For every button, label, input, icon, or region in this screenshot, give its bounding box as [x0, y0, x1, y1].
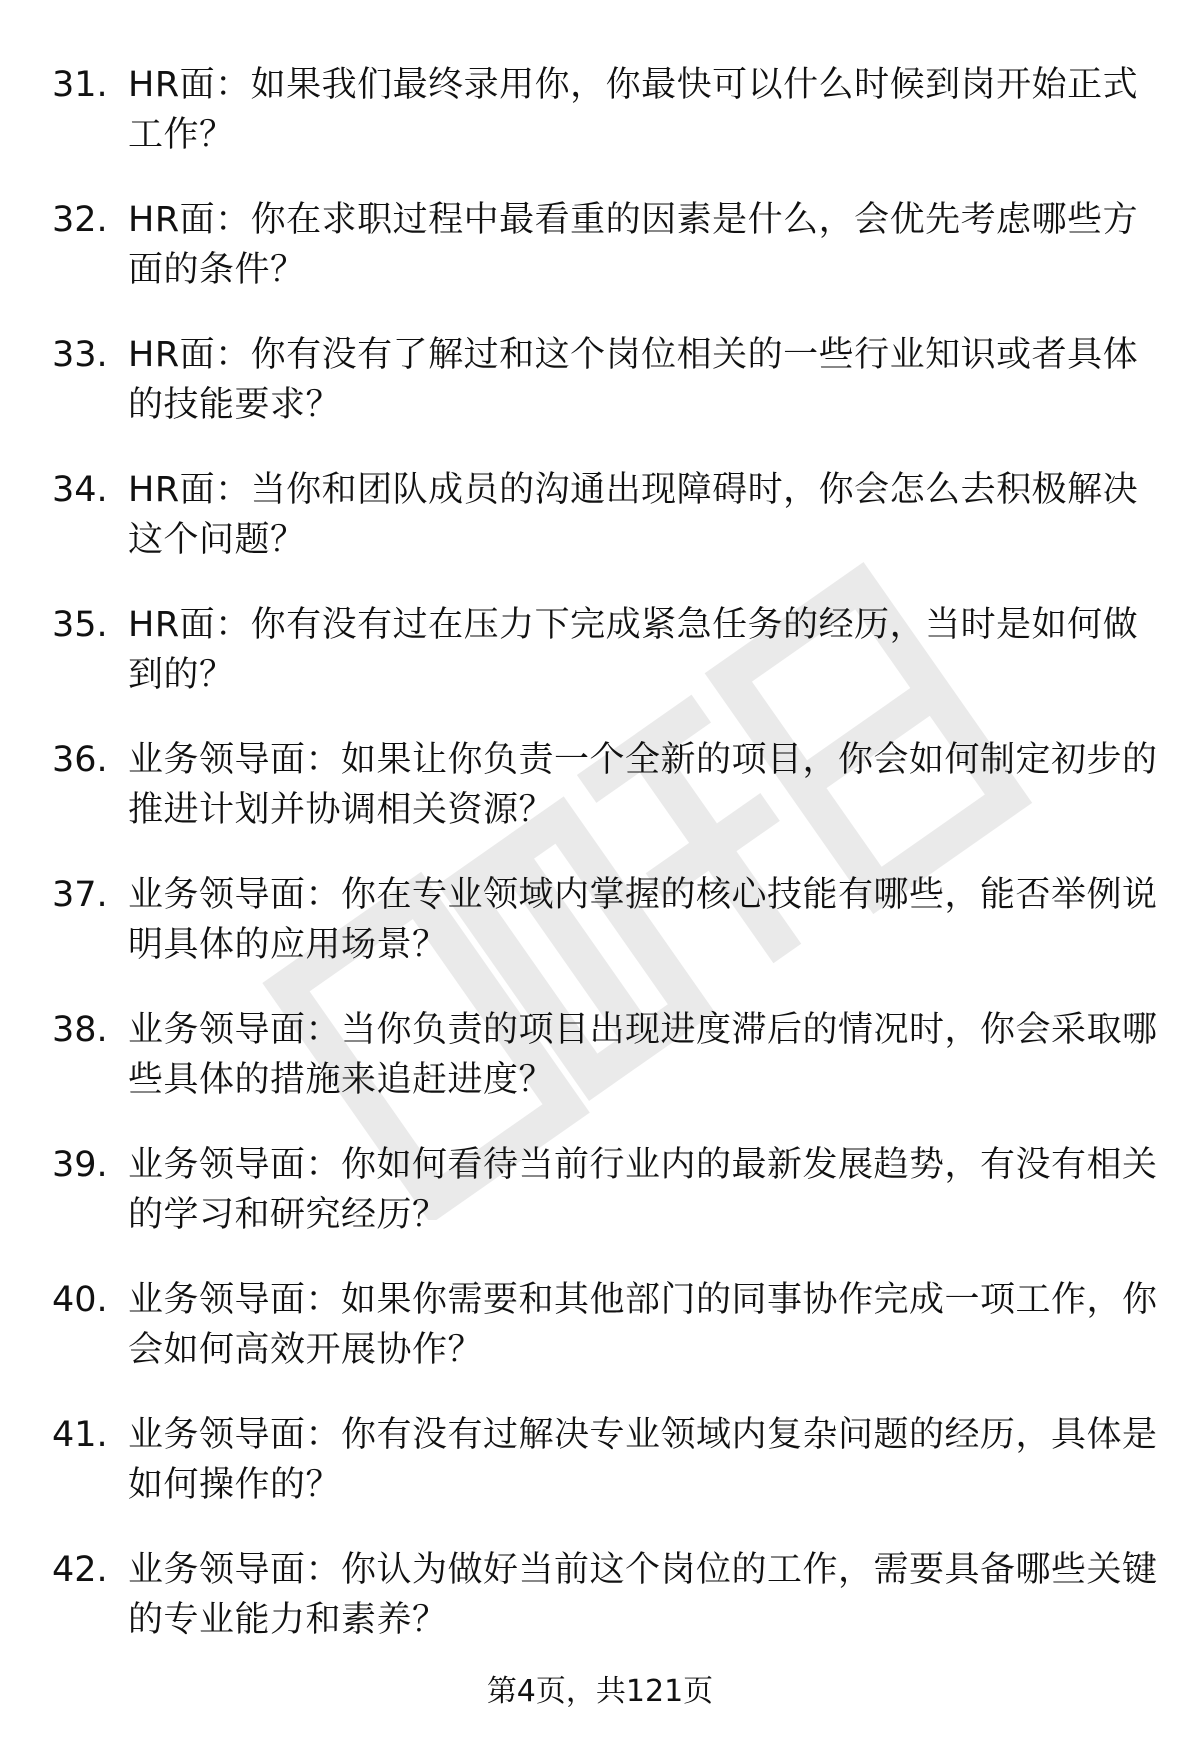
- question-number: 38.: [52, 1010, 108, 1050]
- question-text: HR面：当你和团队成员的沟通出现障碍时，你会怎么去积极解决这个问题？: [128, 470, 1139, 560]
- question-text: HR面：你在求职过程中最看重的因素是什么，会优先考虑哪些方面的条件？: [128, 200, 1139, 290]
- list-item: [0, 590, 1200, 725]
- question-text: 业务领导面：如果让你负责一个全新的项目，你会如何制定初步的推进计划并协调相关资源？: [128, 740, 1158, 830]
- list-item: [0, 995, 1200, 1130]
- list-item: [0, 1535, 1200, 1670]
- question-number: 34.: [52, 470, 108, 510]
- question-text: HR面：如果我们最终录用你，你最快可以什么时候到岗开始正式工作？: [128, 65, 1139, 155]
- question-text: 业务领导面：你认为做好当前这个岗位的工作，需要具备哪些关键的专业能力和素养？: [128, 1550, 1158, 1640]
- list-item: [0, 1400, 1200, 1535]
- question-text: 业务领导面：你在专业领域内掌握的核心技能有哪些，能否举例说明具体的应用场景？: [128, 875, 1158, 965]
- list-item: [0, 860, 1200, 995]
- page-number-footer: 第4页，共121页: [486, 1674, 714, 1709]
- list-item: [0, 320, 1200, 455]
- question-number: 42.: [52, 1550, 108, 1590]
- question-number: 35.: [52, 605, 108, 645]
- question-number: 40.: [52, 1280, 108, 1320]
- list-item: [0, 185, 1200, 320]
- question-list: [0, 50, 1200, 1670]
- question-number: 33.: [52, 335, 108, 375]
- question-text: 业务领导面：当你负责的项目出现进度滞后的情况时，你会采取哪些具体的措施来追赶进度？: [128, 1010, 1158, 1100]
- list-item: [0, 725, 1200, 860]
- question-number: 39.: [52, 1145, 108, 1185]
- question-number: 37.: [52, 875, 108, 915]
- question-number: 36.: [52, 740, 108, 780]
- question-text: HR面：你有没有了解过和这个岗位相关的一些行业知识或者具体的技能要求？: [128, 335, 1139, 425]
- list-item: [0, 50, 1200, 185]
- question-text: 业务领导面：你如何看待当前行业内的最新发展趋势，有没有相关的学习和研究经历？: [128, 1145, 1158, 1235]
- question-text: 业务领导面：如果你需要和其他部门的同事协作完成一项工作，你会如何高效开展协作？: [128, 1280, 1158, 1370]
- question-number: 32.: [52, 200, 108, 240]
- question-number: 41.: [52, 1415, 108, 1455]
- question-number: 31.: [52, 65, 108, 105]
- list-item: [0, 1265, 1200, 1400]
- question-text: HR面：你有没有过在压力下完成紧急任务的经历，当时是如何做到的？: [128, 605, 1139, 695]
- question-text: 业务领导面：你有没有过解决专业领域内复杂问题的经历，具体是如何操作的？: [128, 1415, 1158, 1505]
- list-item: [0, 455, 1200, 590]
- list-item: [0, 1130, 1200, 1265]
